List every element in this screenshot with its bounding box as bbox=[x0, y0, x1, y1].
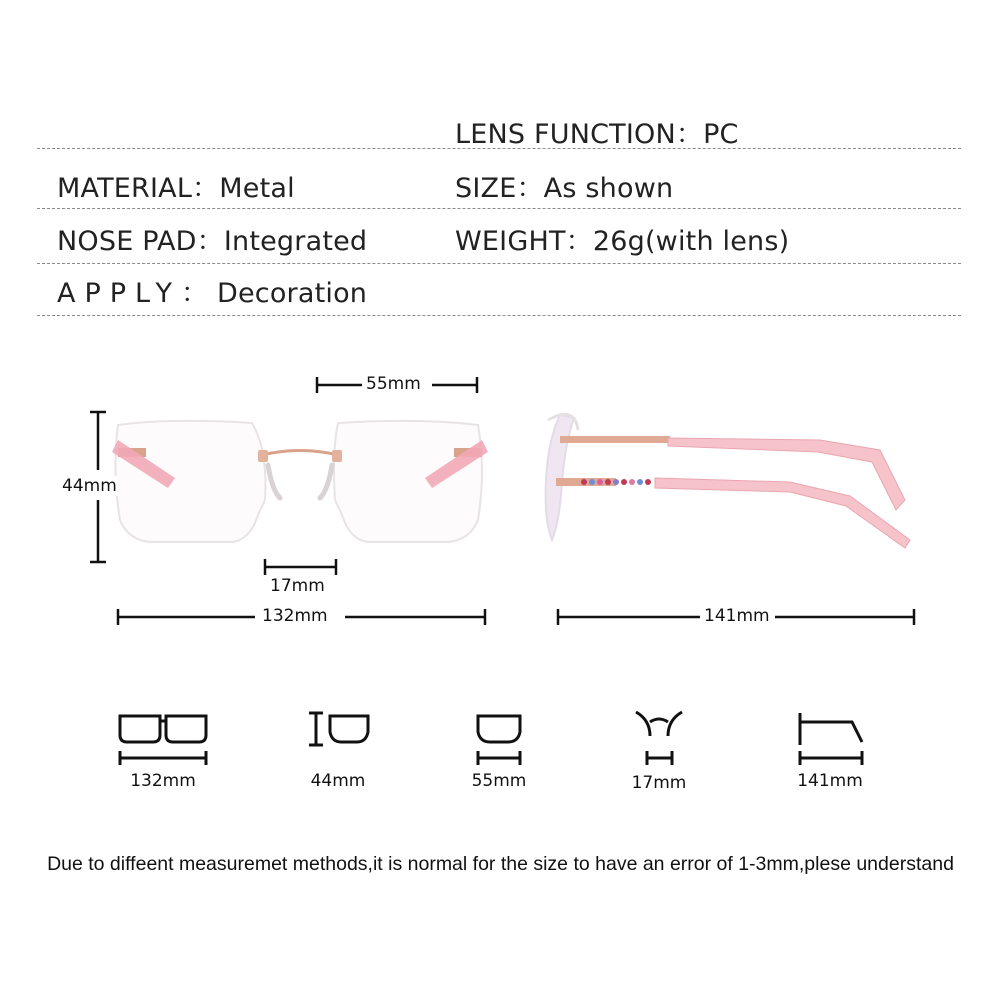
spec-weight-key: WEIGHT： bbox=[455, 226, 593, 257]
icon-label-lens-width: 55mm bbox=[471, 771, 527, 791]
icon-label-bridge: 17mm bbox=[631, 773, 687, 793]
spec-apply-key: APPLY： bbox=[57, 278, 217, 309]
spec-apply-value: Decoration bbox=[216, 278, 368, 309]
icon-label-temple: 141mm bbox=[797, 771, 863, 791]
spec-material-value: Metal bbox=[219, 173, 295, 204]
lens-height-label: 44mm bbox=[62, 476, 117, 496]
spec-material-key: MATERIAL： bbox=[57, 173, 220, 204]
lens-width-label: 55mm bbox=[366, 374, 421, 394]
spec-lens-function-key: LENS FUNCTION： bbox=[455, 119, 704, 150]
spec-size-key: SIZE： bbox=[455, 173, 544, 204]
spec-weight-value: 26g(with lens) bbox=[592, 226, 790, 257]
frame-width-label: 132mm bbox=[262, 606, 328, 626]
measurement-disclaimer: Due to diffeent measuremet methods,it is normal for the size to have an error of 1-3mm,plese understand bbox=[47, 853, 954, 875]
bridge-label: 17mm bbox=[270, 576, 325, 596]
spec-lens-function-value: PC bbox=[703, 119, 739, 150]
icon-label-frame-width: 132mm bbox=[130, 771, 196, 791]
temple-length-label: 141mm bbox=[704, 606, 770, 626]
spec-size-value: As shown bbox=[543, 173, 674, 204]
spec-nose-pad-value: Integrated bbox=[223, 226, 368, 257]
icon-label-lens-height: 44mm bbox=[310, 771, 366, 791]
spec-nose-pad-key: NOSE PAD： bbox=[57, 226, 224, 257]
